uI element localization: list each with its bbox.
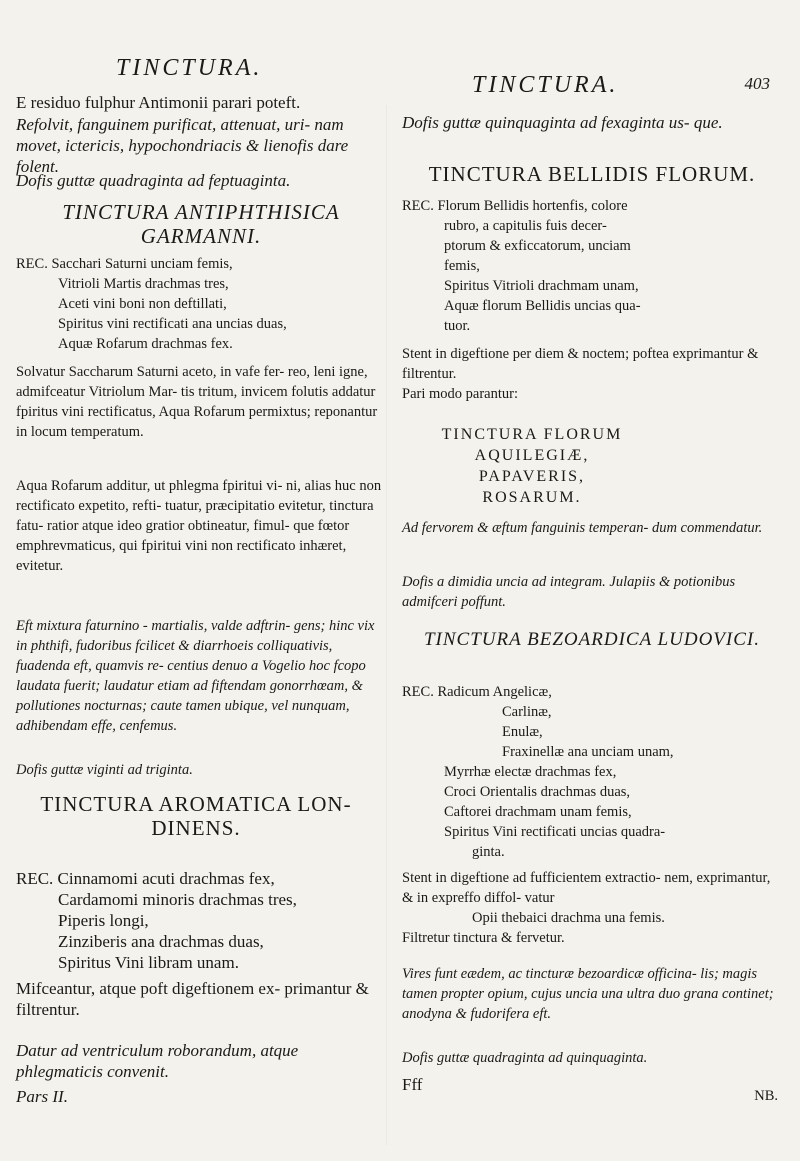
left-note-1: Eft mixtura faturnino - martialis, valde adftrin- gens; hinc vix in phthifi, fudoribus fcilicet & diarrhoeis colliquativis, fuadenda eft, quamvis re- centius denuo a Vogelio hoc fcopo laudata fuerit; laudatur etiam ad fiftendam gonorrhœam, & pollutiones nocturnas; caute tamen ubique, vel nunquam, adhibendam effe, cenfemus. <box>16 618 375 734</box>
right-dose-2: Dofis guttæ quadraginta ad quinquaginta. <box>402 1050 648 1066</box>
left-rec2-line: Cardamomi minoris drachmas tres, <box>58 890 297 909</box>
left-prep-3: Mifceantur, atque poft digeftionem ex- primantur & filtrentur. <box>16 979 369 1019</box>
right-dose-0: Dofis guttæ quinquaginta ad fexaginta us- que. <box>402 113 723 132</box>
right-prep-1 <box>402 344 782 404</box>
right-rec1-line: rubro, a capitulis fuis decer- <box>444 218 607 234</box>
left-p1: E residuo fulphur Antimonii parari poteft. <box>16 93 301 112</box>
right-title-bezoardica: TINCTURA BEZOARDICA LUDOVICI. <box>423 629 760 650</box>
right-list-line: TINCTURA FLORUM <box>441 426 623 443</box>
right-flower-list <box>402 424 662 508</box>
right-note-2: Vires funt eædem, ac tincturæ bezoardicæ officina- lis; magis tamen propter opium, cujus uncia una ultra duo grana continet; anodyna & fudorifera eft. <box>402 966 774 1022</box>
signature-mark: Fff <box>402 1075 423 1094</box>
left-rec2-line: Piperis longi, <box>58 911 149 930</box>
right-rec1-line: Aquæ florum Bellidis uncias qua- <box>444 298 641 314</box>
left-rec2-line: Zinziberis ana drachmas duas, <box>58 932 264 951</box>
left-note-2: Datur ad ventriculum roborandum, atque phlegmaticis convenit. <box>16 1041 299 1081</box>
right-prep2c-text: Filtretur tinctura & fervetur. <box>402 930 565 946</box>
left-paragraph-1 <box>16 92 386 177</box>
right-list-line: AQUILEGIÆ, <box>474 447 590 464</box>
right-rec1-line: ptorum & exficcatorum, unciam <box>444 238 631 254</box>
column-gutter <box>386 105 387 1145</box>
left-rec1-line: REC. Sacchari Saturni unciam femis, <box>16 256 233 272</box>
left-rec1-line: Aquæ Rofarum drachmas fex. <box>58 336 233 352</box>
left-dose-1: Dofis guttæ quadraginta ad feptuaginta. <box>16 171 291 190</box>
left-prep-1: Solvatur Saccharum Saturni aceto, in vafe fer- reo, leni igne, admifceatur Vitriolum Mar- tis tritum, invicem folutis addatur fpiritus vini rectificatus, Aqua Rofarum permixtus; reponantur in locum temperatum. <box>16 364 378 440</box>
left-p1-italic: Refolvit, fanguinem purificat, attenuat, uri- nam movet, ictericis, hypochondriacis & lienofis dare folent. <box>16 115 349 176</box>
left-dose-2: Dofis guttæ viginti ad triginta. <box>16 762 193 778</box>
right-rec2-line: Spiritus Vini rectificati uncias quadra- <box>444 824 666 840</box>
right-rec2-line: Myrrhæ electæ drachmas fex, <box>444 764 617 780</box>
catchword: NB. <box>754 1088 778 1104</box>
right-running-head: TINCTURA. <box>472 72 619 98</box>
left-footer: Pars II. <box>16 1087 68 1106</box>
right-prep2b-text: Opii thebaici drachma una femis. <box>472 910 665 926</box>
left-rec1-line: Spiritus vini rectificati ana uncias duas, <box>58 316 287 332</box>
right-rec1-line: REC. Florum Bellidis hortenfis, colore <box>402 198 628 214</box>
right-list-line: PAPAVERIS, <box>478 468 586 485</box>
right-title-bellidis: TINCTURA BELLIDIS FLORUM. <box>428 162 756 186</box>
right-prep1b-text: Pari modo parantur: <box>402 386 518 402</box>
right-rec2-line: Enulæ, <box>502 724 543 740</box>
right-recipe-1 <box>402 196 782 336</box>
left-rec1-line: Aceti vini boni non deftillati, <box>58 296 227 312</box>
right-note-1: Ad fervorem & æftum fanguinis temperan- dum commendatur. <box>402 520 763 536</box>
right-rec2-line: ginta. <box>472 844 505 860</box>
right-prep2-text: Stent in digeftione ad fufficientem extractio- nem, exprimantur, & in expreffo diffol- vatur <box>402 870 771 906</box>
left-rec1-line: Vitrioli Martis drachmas tres, <box>58 276 229 292</box>
left-recipe-1 <box>16 254 388 354</box>
right-dose-1: Dofis a dimidia uncia ad integram. Julapiis & potionibus admifceri poffunt. <box>402 574 736 610</box>
right-rec2-line: Croci Orientalis drachmas duas, <box>444 784 631 800</box>
left-rec2-line: Spiritus Vini libram unam. <box>58 953 239 972</box>
right-recipe-2 <box>402 682 782 862</box>
page-number: 403 <box>744 74 770 93</box>
right-rec2-line: Caftorei drachmam unam femis, <box>444 804 632 820</box>
right-rec2-line: Fraxinellæ ana unciam unam, <box>502 744 674 760</box>
right-prep-2 <box>402 868 782 948</box>
right-list-line: ROSARUM. <box>482 489 582 506</box>
left-recipe-2 <box>16 868 388 973</box>
left-running-head: TINCTURA. <box>116 55 263 81</box>
left-title-antiphthisica: TINCTURA ANTIPHTHISICA GARMANNI. <box>62 200 340 248</box>
right-rec2-line: Carlinæ, <box>502 704 552 720</box>
right-rec2-line: REC. Radicum Angelicæ, <box>402 684 552 700</box>
right-rec1-line: Spiritus Vitrioli drachmam unam, <box>444 278 639 294</box>
right-rec1-line: femis, <box>444 258 480 274</box>
right-prep1-text: Stent in digeftione per diem & noctem; poftea exprimantur & filtrentur. <box>402 346 759 382</box>
right-rec1-line: tuor. <box>444 318 471 334</box>
left-rec2-line: REC. Cinnamomi acuti drachmas fex, <box>16 869 275 888</box>
left-prep-2: Aqua Rofarum additur, ut phlegma fpiritui vi- ni, alias huc non rectificato expetito, refti- tuatur, præcipitatio evitetur, tinctura fatu- ratior atque ideo gratior obtineatur, fimul- que fœtor emphrevmaticus, qui fpiritui vini non rectificato inhæret, evitetur. <box>16 478 382 574</box>
left-title-aromatica: TINCTURA AROMATICA LON- DINENS. <box>40 792 352 840</box>
